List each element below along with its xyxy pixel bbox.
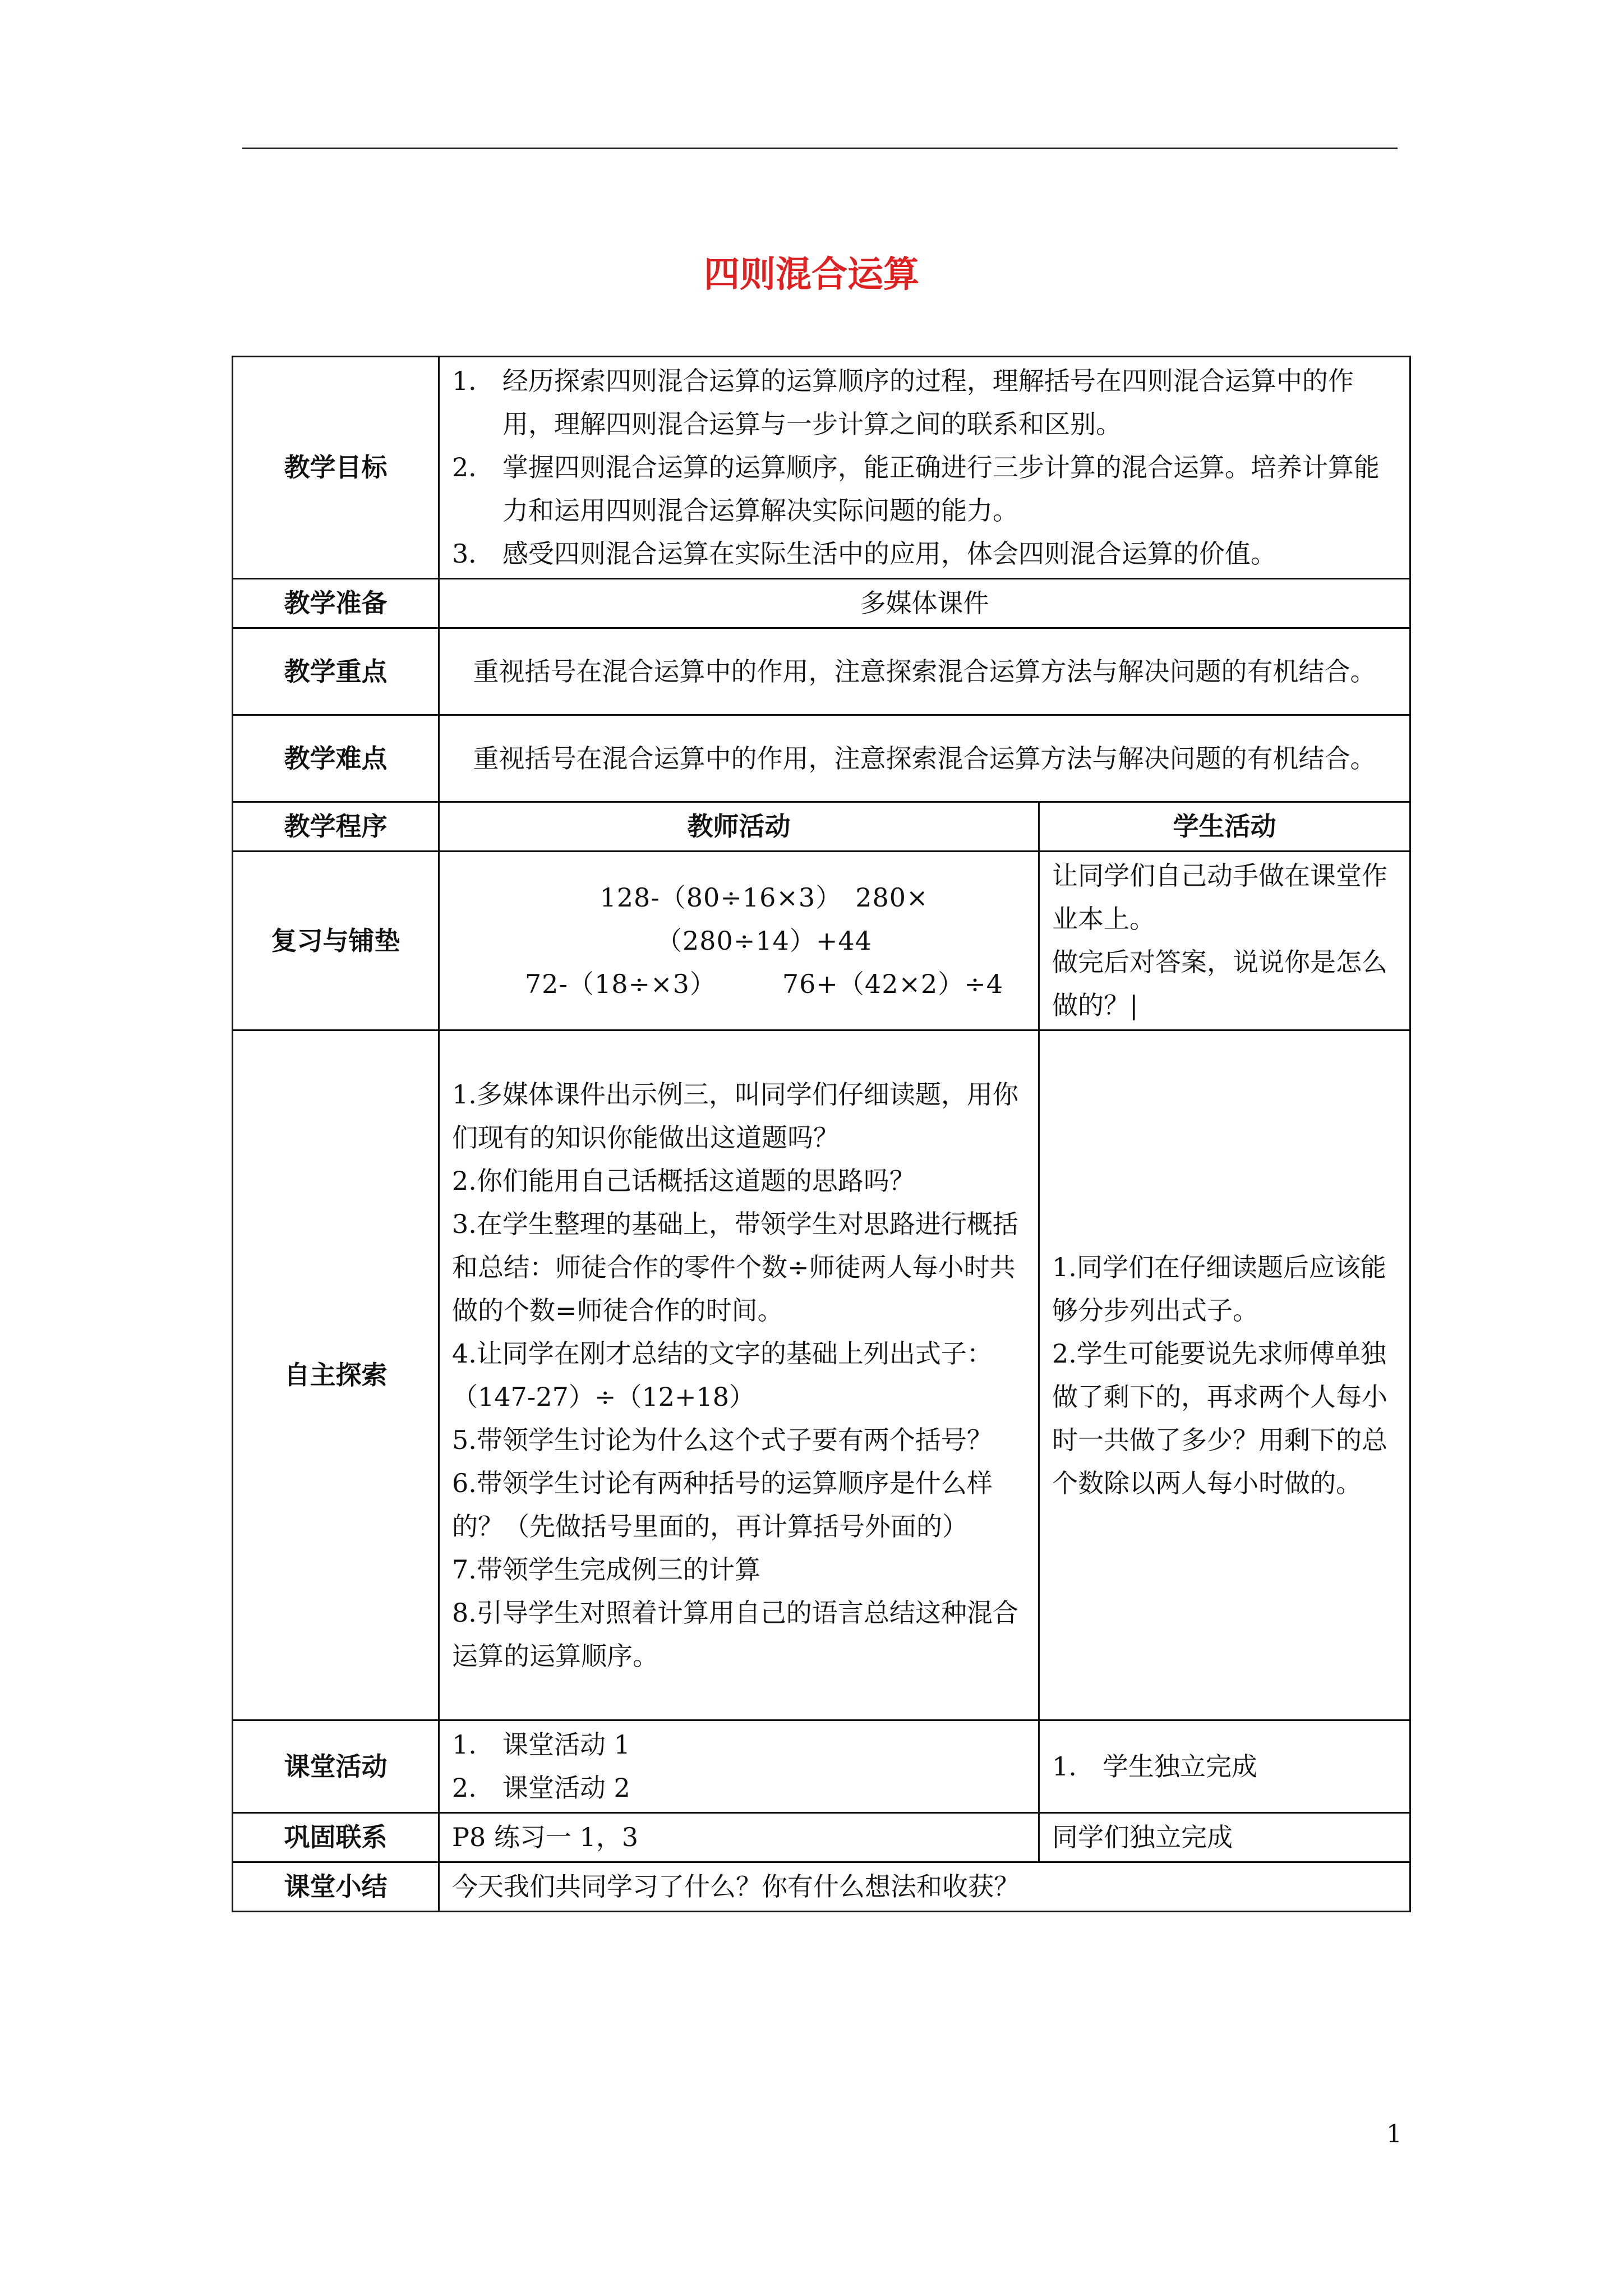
explore-teacher-step: 5.带领学生讨论为什么这个式子要有两个括号？	[452, 1424, 993, 1455]
header-rule	[242, 148, 1398, 149]
explore-teacher-step: 8.引导学生对照着计算用自己的语言总结这种混合运算的运算顺序。	[452, 1597, 1018, 1671]
row-summary	[233, 1862, 1410, 1912]
explore-teacher	[439, 1030, 1039, 1720]
review-formula: 72-（18÷×3） 76+（42×2）÷4	[524, 968, 1004, 999]
key-content: 重视括号在混合运算中的作用，注意探索混合运算方法与解决问题的有机结合。	[439, 628, 1410, 715]
row-key	[233, 628, 1410, 715]
student-activity-header: 学生活动	[1039, 802, 1410, 852]
consolidate-label: 巩固联系	[233, 1813, 439, 1862]
row-prep	[233, 579, 1410, 628]
review-student-line: 让同学们自己动手做在课堂作业本上。	[1052, 861, 1387, 934]
explore-student	[1039, 1030, 1410, 1720]
activity-label: 课堂活动	[233, 1720, 439, 1813]
goals-content	[439, 357, 1410, 579]
activity-teacher	[439, 1720, 1039, 1813]
summary-label: 课堂小结	[233, 1862, 439, 1912]
activity-teacher-item: 2. 课堂活动 2	[452, 1773, 630, 1803]
lesson-plan-table	[232, 356, 1411, 1912]
row-procedure-header	[233, 802, 1410, 852]
explore-teacher-step: 3.在学生整理的基础上，带领学生对思路进行概括和总结：师徒合作的零件个数÷师徒两人每小时共做的个数=师徒合作的时间。	[452, 1208, 1018, 1326]
difficulty-content: 重视括号在混合运算中的作用，注意探索混合运算方法与解决问题的有机结合。	[439, 715, 1410, 802]
page-number: 1	[1386, 2120, 1402, 2148]
review-student	[1039, 852, 1410, 1030]
activity-teacher-item: 1. 课堂活动 1	[452, 1729, 630, 1760]
prep-label: 教学准备	[233, 579, 439, 628]
explore-teacher-step: 4.让同学在刚才总结的文字的基础上列出式子：（147-27）÷（12+18）	[452, 1338, 993, 1412]
consolidate-teacher: P8 练习一 1，3	[439, 1813, 1039, 1862]
explore-teacher-step: 2.你们能用自己话概括这道题的思路吗？	[452, 1165, 915, 1196]
consolidate-student: 同学们独立完成	[1039, 1813, 1410, 1862]
goal-item: 3． 感受四则混合运算在实际生活中的应用，体会四则混合运算的价值。	[452, 539, 1276, 569]
procedure-label: 教学程序	[233, 802, 439, 852]
goals-label: 教学目标	[233, 357, 439, 579]
document-title: 四则混合运算	[704, 254, 919, 296]
explore-student-step: 2.学生可能要说先求师傅单独做了剩下的，再求两个人每小时一共做了多少？用剩下的总个数除以两人每小时做的。	[1052, 1338, 1387, 1498]
explore-teacher-step: 1.多媒体课件出示例三，叫同学们仔细读题，用你们现有的知识你能做出这道题吗？	[452, 1079, 1018, 1153]
review-teacher	[439, 852, 1039, 1030]
review-student-line: 做完后对答案，说说你是怎么做的？|	[1052, 947, 1387, 1020]
goal-item: 1． 经历探索四则混合运算的运算顺序的过程，理解括号在四则混合运算中的作用，理解四则混合运算与一步计算之间的联系和区别。	[452, 366, 1354, 439]
activity-student: 1. 学生独立完成	[1039, 1720, 1410, 1813]
row-review	[233, 852, 1410, 1030]
key-label: 教学重点	[233, 628, 439, 715]
explore-student-step: 1.同学们在仔细读题后应该能够分步列出式子。	[1052, 1251, 1386, 1326]
row-explore	[233, 1030, 1410, 1720]
difficulty-label: 教学难点	[233, 715, 439, 802]
row-activity	[233, 1720, 1410, 1813]
prep-content: 多媒体课件	[439, 579, 1410, 628]
teacher-activity-header: 教师活动	[439, 802, 1039, 852]
row-consolidate	[233, 1813, 1410, 1862]
explore-teacher-step: 6.带领学生讨论有两种括号的运算顺序是什么样的？（先做括号里面的，再计算括号外面的）	[452, 1467, 993, 1542]
row-difficulty	[233, 715, 1410, 802]
review-label: 复习与铺垫	[233, 852, 439, 1030]
review-formula: 128-（80÷16×3） 280×（280÷14）+44	[600, 882, 929, 956]
explore-label: 自主探索	[233, 1030, 439, 1720]
explore-teacher-step: 7.带领学生完成例三的计算	[452, 1554, 760, 1585]
goal-item: 2． 掌握四则混合运算的运算顺序，能正确进行三步计算的混合运算。培养计算能力和运用四则混合运算解决实际问题的能力。	[452, 452, 1380, 526]
summary-content: 今天我们共同学习了什么？你有什么想法和收获？	[439, 1862, 1410, 1912]
row-goals	[233, 357, 1410, 579]
